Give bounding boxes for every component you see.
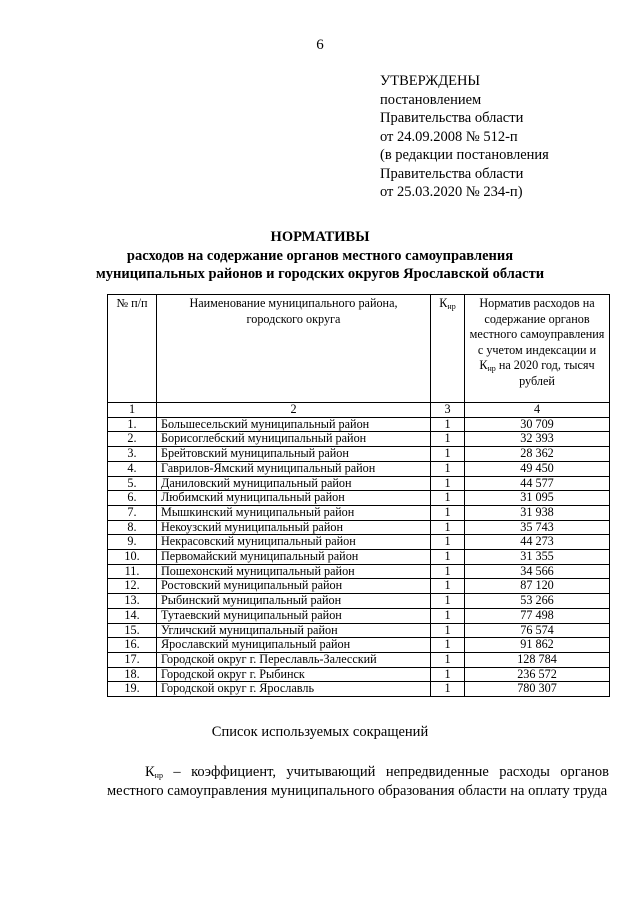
row-value: 34 566 xyxy=(465,564,610,579)
row-value: 28 362 xyxy=(465,447,610,462)
row-number: 15. xyxy=(108,623,157,638)
row-coefficient: 1 xyxy=(431,594,465,609)
row-number: 13. xyxy=(108,594,157,609)
abbreviation-term-sub: нр xyxy=(154,771,163,780)
row-coefficient: 1 xyxy=(431,432,465,447)
row-coefficient: 1 xyxy=(431,550,465,565)
table-row xyxy=(108,579,610,594)
row-number: 2. xyxy=(108,432,157,447)
row-coefficient: 1 xyxy=(431,417,465,432)
approval-line: от 24.09.2008 № 512-п xyxy=(380,128,518,145)
row-name: Мышкинский муниципальный район xyxy=(157,505,431,520)
table-row xyxy=(108,535,610,550)
row-coefficient: 1 xyxy=(431,667,465,682)
row-value: 44 577 xyxy=(465,476,610,491)
row-coefficient: 1 xyxy=(431,505,465,520)
row-name: Рыбинский муниципальный район xyxy=(157,594,431,609)
row-number: 16. xyxy=(108,638,157,653)
header-coefficient: $К_{нр}$ xyxy=(431,295,465,403)
row-value: 236 572 xyxy=(465,667,610,682)
row-name: Ростовский муниципальный район xyxy=(157,579,431,594)
row-name: Даниловский муниципальный район xyxy=(157,476,431,491)
column-number: 3 xyxy=(431,403,465,418)
row-coefficient: 1 xyxy=(431,623,465,638)
row-name: Гаврилов-Ямский муниципальный район xyxy=(157,461,431,476)
title-line: муниципальных районов и городских округов Ярославской области xyxy=(95,266,545,282)
column-number: 1 xyxy=(108,403,157,418)
table-row xyxy=(108,417,610,432)
row-value: 87 120 xyxy=(465,579,610,594)
row-value: 780 307 xyxy=(465,682,610,697)
table-row xyxy=(108,476,610,491)
row-number: 8. xyxy=(108,520,157,535)
row-value: 49 450 xyxy=(465,461,610,476)
approval-line: постановлением xyxy=(380,91,482,108)
table-row xyxy=(108,623,610,638)
row-number: 14. xyxy=(108,608,157,623)
table-row xyxy=(108,667,610,682)
row-value: 76 574 xyxy=(465,623,610,638)
row-number: 17. xyxy=(108,652,157,667)
row-value: 31 095 xyxy=(465,491,610,506)
row-number: 5. xyxy=(108,476,157,491)
abbreviations-title: Список используемых сокращений xyxy=(211,724,429,740)
row-name: Брейтовский муниципальный район xyxy=(157,447,431,462)
abbreviations-text xyxy=(107,763,609,800)
table-row xyxy=(108,550,610,565)
row-number: 6. xyxy=(108,491,157,506)
abbreviation-term: К xyxy=(145,764,155,780)
row-name: Городской округ г. Переславль-Залесский xyxy=(157,652,431,667)
row-number: 10. xyxy=(108,550,157,565)
row-number: 18. xyxy=(108,667,157,682)
header-number: № п/п xyxy=(108,295,157,403)
row-value: 35 743 xyxy=(465,520,610,535)
table-header-row xyxy=(108,295,610,403)
row-coefficient: 1 xyxy=(431,608,465,623)
row-coefficient: 1 xyxy=(431,652,465,667)
row-value: 128 784 xyxy=(465,652,610,667)
row-name: Тутаевский муниципальный район xyxy=(157,608,431,623)
row-coefficient: 1 xyxy=(431,579,465,594)
table-row xyxy=(108,564,610,579)
table-row xyxy=(108,608,610,623)
row-coefficient: 1 xyxy=(431,638,465,653)
row-number: 11. xyxy=(108,564,157,579)
row-value: 53 266 xyxy=(465,594,610,609)
table-row xyxy=(108,682,610,697)
page-number: 6 xyxy=(316,37,324,53)
table-row xyxy=(108,491,610,506)
row-value: 44 273 xyxy=(465,535,610,550)
row-coefficient: 1 xyxy=(431,682,465,697)
title-line: расходов на содержание органов местного самоуправления xyxy=(126,247,514,264)
table-row xyxy=(108,461,610,476)
approval-line: УТВЕРЖДЕНЫ xyxy=(380,73,481,89)
row-value: 32 393 xyxy=(465,432,610,447)
table-row xyxy=(108,638,610,653)
approval-line: от 25.03.2020 № 234-п) xyxy=(380,184,523,200)
row-number: 4. xyxy=(108,461,157,476)
header-norm: Норматив расходов на содержание органов местного самоуправления с учетом индексации и $К_{нр}$ на 2020 год, тысяч рублей xyxy=(465,295,610,403)
row-value: 30 709 xyxy=(465,417,610,432)
row-value: 77 498 xyxy=(465,608,610,623)
table-row xyxy=(108,652,610,667)
row-coefficient: 1 xyxy=(431,476,465,491)
header-name: Наименование муниципального района, городского округа xyxy=(157,295,431,403)
title-heading: НОРМАТИВЫ xyxy=(270,229,370,245)
row-name: Некрасовский муниципальный район xyxy=(157,535,431,550)
row-name: Пошехонский муниципальный район xyxy=(157,564,431,579)
table-row xyxy=(108,505,610,520)
approval-stamp xyxy=(380,72,549,202)
row-name: Ярославский муниципальный район xyxy=(157,638,431,653)
table-row xyxy=(108,520,610,535)
approval-line: Правительства области xyxy=(380,165,524,182)
column-number: 2 xyxy=(157,403,431,418)
row-value: 31 355 xyxy=(465,550,610,565)
row-coefficient: 1 xyxy=(431,564,465,579)
row-value: 31 938 xyxy=(465,505,610,520)
abbreviation-definition: – коэффициент, учитывающий непредвиденные расходы органов местного самоуправления муниципального образования области на оплату труда xyxy=(107,764,609,799)
table-row xyxy=(108,594,610,609)
row-number: 9. xyxy=(108,535,157,550)
row-name: Угличский муниципальный район xyxy=(157,623,431,638)
approval-line: Правительства области xyxy=(380,110,524,126)
row-coefficient: 1 xyxy=(431,520,465,535)
row-number: 3. xyxy=(108,447,157,462)
table-row xyxy=(108,447,610,462)
norms-table xyxy=(107,294,610,697)
column-number: 4 xyxy=(465,403,610,418)
row-coefficient: 1 xyxy=(431,461,465,476)
row-name: Городской округ г. Ярославль xyxy=(157,682,431,697)
table-row xyxy=(108,432,610,447)
row-name: Любимский муниципальный район xyxy=(157,491,431,506)
row-number: 1. xyxy=(108,417,157,432)
row-name: Городской округ г. Рыбинск xyxy=(157,667,431,682)
row-name: Некоузский муниципальный район xyxy=(157,520,431,535)
row-number: 19. xyxy=(108,682,157,697)
document-title xyxy=(0,228,640,284)
row-number: 12. xyxy=(108,579,157,594)
row-name: Первомайский муниципальный район xyxy=(157,550,431,565)
row-name: Большесельский муниципальный район xyxy=(157,417,431,432)
column-number-row xyxy=(108,403,610,418)
row-coefficient: 1 xyxy=(431,535,465,550)
row-name: Борисоглебский муниципальный район xyxy=(157,432,431,447)
row-value: 91 862 xyxy=(465,638,610,653)
row-coefficient: 1 xyxy=(431,491,465,506)
approval-line: (в редакции постановления xyxy=(380,147,549,163)
row-coefficient: 1 xyxy=(431,447,465,462)
row-number: 7. xyxy=(108,505,157,520)
